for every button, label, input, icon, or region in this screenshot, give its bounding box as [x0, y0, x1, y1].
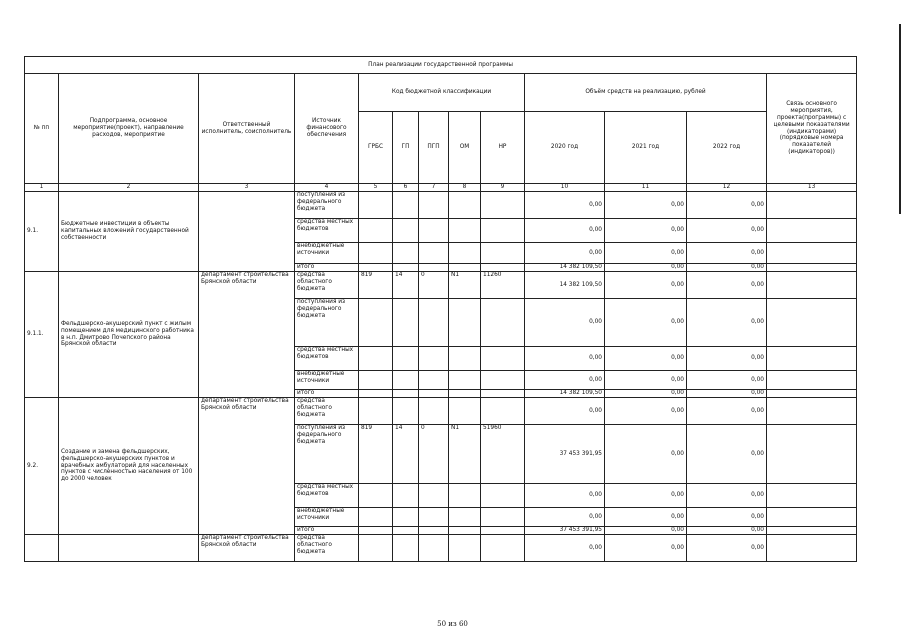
- code-gp: 14: [393, 425, 419, 484]
- program-name: [59, 535, 199, 562]
- code-nr: [481, 371, 525, 390]
- amount-2021: 0,00: [605, 535, 687, 562]
- program-name: Создание и замена фельдшерских, фельдшерско-акушерских пунктов и врачебных амбулаторий для населенных пунктов с численностью населения от 100 до 2000 человек: [59, 398, 199, 535]
- amount-2020: 14 382 109,50: [525, 264, 605, 272]
- amount-2020: 0,00: [525, 484, 605, 508]
- code-gp: [393, 535, 419, 562]
- code-gp: [393, 371, 419, 390]
- code-om: [449, 243, 481, 264]
- code-grbs: [359, 371, 393, 390]
- amount-2021: 0,00: [605, 264, 687, 272]
- amount-2020: 0,00: [525, 535, 605, 562]
- table-row: [25, 535, 857, 562]
- amount-2021: 0,00: [605, 371, 687, 390]
- amount-2022: 0,00: [687, 371, 767, 390]
- code-nr: [481, 398, 525, 425]
- code-pgp: [419, 299, 449, 347]
- amount-2020: 0,00: [525, 508, 605, 527]
- responsible-party: департамент строительства Брянской области: [199, 398, 295, 535]
- header-gp: ГП: [393, 112, 419, 184]
- amount-2022: 0,00: [687, 243, 767, 264]
- code-nr: [481, 527, 525, 535]
- amount-2020: 0,00: [525, 398, 605, 425]
- code-nr: 51960: [481, 425, 525, 484]
- amount-2022: 0,00: [687, 264, 767, 272]
- row-num: 9.1.1.: [25, 272, 59, 398]
- code-grbs: [359, 192, 393, 219]
- code-pgp: [419, 264, 449, 272]
- code-om: [449, 508, 481, 527]
- indicator-link: [767, 508, 857, 527]
- code-gp: [393, 192, 419, 219]
- code-gp: [393, 264, 419, 272]
- code-grbs: [359, 527, 393, 535]
- code-om: [449, 347, 481, 371]
- code-nr: [481, 390, 525, 398]
- header-2022: 2022 год: [687, 112, 767, 184]
- program-plan-table: [24, 56, 857, 562]
- funding-source: средства областного бюджета: [295, 535, 359, 562]
- funding-source: поступления из федерального бюджета: [295, 425, 359, 484]
- funding-source: внебюджетные источники: [295, 508, 359, 527]
- code-gp: [393, 398, 419, 425]
- indicator-link: [767, 390, 857, 398]
- indicator-link: [767, 527, 857, 535]
- funding-source: итого: [295, 390, 359, 398]
- code-grbs: [359, 390, 393, 398]
- page-number: 50 из 60: [437, 620, 468, 628]
- code-gp: 14: [393, 272, 419, 299]
- amount-2020: 0,00: [525, 219, 605, 243]
- code-nr: [481, 243, 525, 264]
- code-gp: [393, 390, 419, 398]
- indicator-link: [767, 484, 857, 508]
- code-grbs: [359, 484, 393, 508]
- indicator-link: [767, 398, 857, 425]
- indicator-link: [767, 264, 857, 272]
- row-num: 9.1.: [25, 192, 59, 272]
- code-om: N1: [449, 425, 481, 484]
- code-nr: [481, 535, 525, 562]
- amount-2022: 0,00: [687, 398, 767, 425]
- row-num: 9.2.: [25, 398, 59, 535]
- header-2021: 2021 год: [605, 112, 687, 184]
- amount-2022: 0,00: [687, 484, 767, 508]
- code-om: [449, 192, 481, 219]
- column-numbers-row: [25, 184, 857, 192]
- table-title: План реализации государственной программы: [25, 57, 857, 74]
- amount-2021: 0,00: [605, 347, 687, 371]
- header-om: ОМ: [449, 112, 481, 184]
- code-nr: [481, 219, 525, 243]
- amount-2020: 0,00: [525, 371, 605, 390]
- code-om: [449, 299, 481, 347]
- code-om: N1: [449, 272, 481, 299]
- responsible-party: департамент строительства Брянской области: [199, 535, 295, 562]
- code-grbs: [359, 243, 393, 264]
- header-nr: НР: [481, 112, 525, 184]
- plan-body: [25, 192, 857, 562]
- funding-source: внебюджетные источники: [295, 371, 359, 390]
- funding-source: поступления из федерального бюджета: [295, 192, 359, 219]
- funding-source: средства областного бюджета: [295, 272, 359, 299]
- amount-2021: 0,00: [605, 299, 687, 347]
- code-pgp: 0: [419, 425, 449, 484]
- amount-2022: 0,00: [687, 272, 767, 299]
- code-pgp: [419, 508, 449, 527]
- code-grbs: [359, 219, 393, 243]
- code-om: [449, 371, 481, 390]
- col-number: 10: [525, 184, 605, 192]
- amount-2021: 0,00: [605, 219, 687, 243]
- code-pgp: [419, 371, 449, 390]
- amount-2021: 0,00: [605, 390, 687, 398]
- program-name: Бюджетные инвестиции в объекты капитальных вложений государственной собственности: [59, 192, 199, 272]
- code-grbs: [359, 535, 393, 562]
- code-gp: [393, 527, 419, 535]
- indicator-link: [767, 272, 857, 299]
- code-gp: [393, 347, 419, 371]
- table-row: [25, 272, 857, 299]
- header-budget-code: Код бюджетной классификации: [359, 74, 525, 112]
- code-nr: [481, 192, 525, 219]
- indicator-link: [767, 347, 857, 371]
- code-gp: [393, 219, 419, 243]
- amount-2021: 0,00: [605, 425, 687, 484]
- responsible-party: [199, 192, 295, 272]
- code-om: [449, 484, 481, 508]
- code-nr: [481, 264, 525, 272]
- code-grbs: 819: [359, 272, 393, 299]
- code-pgp: [419, 243, 449, 264]
- amount-2021: 0,00: [605, 484, 687, 508]
- code-gp: [393, 508, 419, 527]
- code-pgp: [419, 527, 449, 535]
- col-number: 7: [419, 184, 449, 192]
- amount-2021: 0,00: [605, 192, 687, 219]
- amount-2020: 14 382 109,50: [525, 272, 605, 299]
- code-gp: [393, 243, 419, 264]
- code-om: [449, 219, 481, 243]
- code-pgp: 0: [419, 272, 449, 299]
- header-volume: Объём средств на реализацию, рублей: [525, 74, 767, 112]
- amount-2020: 37 453 391,95: [525, 527, 605, 535]
- code-om: [449, 264, 481, 272]
- code-grbs: [359, 299, 393, 347]
- row-num: [25, 535, 59, 562]
- code-grbs: [359, 264, 393, 272]
- amount-2021: 0,00: [605, 508, 687, 527]
- code-grbs: [359, 347, 393, 371]
- amount-2022: 0,00: [687, 390, 767, 398]
- code-pgp: [419, 347, 449, 371]
- indicator-link: [767, 425, 857, 484]
- indicator-link: [767, 371, 857, 390]
- funding-source: средства местных бюджетов: [295, 347, 359, 371]
- col-number: 5: [359, 184, 393, 192]
- header-source: Источник финансового обеспечения: [295, 74, 359, 184]
- code-grbs: [359, 398, 393, 425]
- col-number: 6: [393, 184, 419, 192]
- header-grbs: ГРБС: [359, 112, 393, 184]
- header-program: Подпрограмма, основное мероприятие(проект), направление расходов, мероприятие: [59, 74, 199, 184]
- code-gp: [393, 299, 419, 347]
- responsible-party: департамент строительства Брянской области: [199, 272, 295, 398]
- amount-2022: 0,00: [687, 527, 767, 535]
- program-name: Фельдшерско-акушерский пункт с жилым помещением для медицинского работника в н.п. Дмитрово Почепского района Брянской области: [59, 272, 199, 398]
- indicator-link: [767, 535, 857, 562]
- funding-source: средства местных бюджетов: [295, 219, 359, 243]
- code-nr: [481, 299, 525, 347]
- amount-2021: 0,00: [605, 272, 687, 299]
- amount-2020: 14 382 109,50: [525, 390, 605, 398]
- code-nr: [481, 347, 525, 371]
- funding-source: итого: [295, 264, 359, 272]
- indicator-link: [767, 219, 857, 243]
- code-om: [449, 390, 481, 398]
- code-grbs: [359, 508, 393, 527]
- amount-2020: 0,00: [525, 192, 605, 219]
- code-nr: [481, 508, 525, 527]
- header-2020: 2020 год: [525, 112, 605, 184]
- col-number: 13: [767, 184, 857, 192]
- indicator-link: [767, 299, 857, 347]
- code-pgp: [419, 219, 449, 243]
- funding-source: поступления из федерального бюджета: [295, 299, 359, 347]
- amount-2022: 0,00: [687, 192, 767, 219]
- funding-source: внебюджетные источники: [295, 243, 359, 264]
- code-nr: 11260: [481, 272, 525, 299]
- amount-2022: 0,00: [687, 299, 767, 347]
- col-number: 1: [25, 184, 59, 192]
- amount-2022: 0,00: [687, 347, 767, 371]
- code-grbs: 819: [359, 425, 393, 484]
- funding-source: средства областного бюджета: [295, 398, 359, 425]
- funding-source: итого: [295, 527, 359, 535]
- code-om: [449, 535, 481, 562]
- code-nr: [481, 484, 525, 508]
- code-pgp: [419, 398, 449, 425]
- col-number: 9: [481, 184, 525, 192]
- code-gp: [393, 484, 419, 508]
- indicator-link: [767, 192, 857, 219]
- code-pgp: [419, 390, 449, 398]
- header-responsible: Ответственный исполнитель, соисполнитель: [199, 74, 295, 184]
- amount-2021: 0,00: [605, 527, 687, 535]
- col-number: 11: [605, 184, 687, 192]
- header-link: Связь основного мероприятия, проекта(программы) с целевыми показателями (индикаторами) (порядковые номера показателей (индикаторов)): [767, 74, 857, 184]
- col-number: 2: [59, 184, 199, 192]
- page-edge-line: [899, 24, 901, 214]
- funding-source: средства местных бюджетов: [295, 484, 359, 508]
- amount-2022: 0,00: [687, 425, 767, 484]
- amount-2020: 37 453 391,95: [525, 425, 605, 484]
- table-row: [25, 192, 857, 219]
- code-pgp: [419, 484, 449, 508]
- header-pgp: ПГП: [419, 112, 449, 184]
- amount-2020: 0,00: [525, 243, 605, 264]
- code-pgp: [419, 535, 449, 562]
- indicator-link: [767, 243, 857, 264]
- col-number: 3: [199, 184, 295, 192]
- code-pgp: [419, 192, 449, 219]
- code-om: [449, 527, 481, 535]
- header-num: № пп: [25, 74, 59, 184]
- amount-2020: 0,00: [525, 347, 605, 371]
- code-om: [449, 398, 481, 425]
- col-number: 12: [687, 184, 767, 192]
- amount-2022: 0,00: [687, 219, 767, 243]
- amount-2022: 0,00: [687, 535, 767, 562]
- amount-2021: 0,00: [605, 243, 687, 264]
- table-row: [25, 398, 857, 425]
- amount-2022: 0,00: [687, 508, 767, 527]
- amount-2020: 0,00: [525, 299, 605, 347]
- col-number: 4: [295, 184, 359, 192]
- col-number: 8: [449, 184, 481, 192]
- amount-2021: 0,00: [605, 398, 687, 425]
